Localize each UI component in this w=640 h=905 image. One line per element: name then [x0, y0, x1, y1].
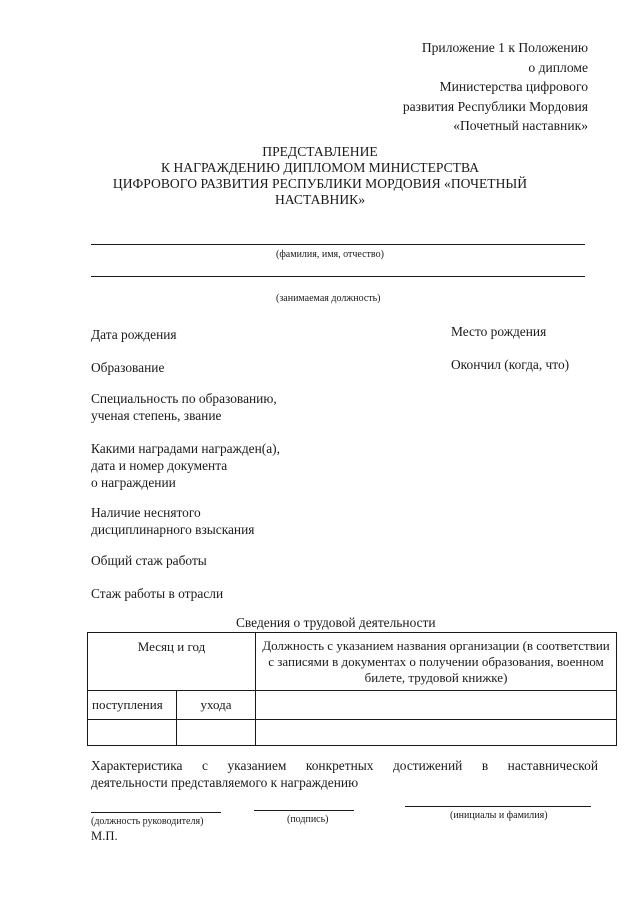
- discipline-line: Наличие неснятого: [91, 505, 201, 520]
- title-line: НАСТАВНИК»: [274, 192, 366, 207]
- work-table-cell[interactable]: [177, 720, 256, 746]
- awards-line: дата и номер документа: [91, 458, 228, 473]
- appendix-line: Приложение 1 к Положению: [421, 40, 588, 55]
- fio-field-line[interactable]: [91, 244, 585, 245]
- appendix-line: Министерства цифрового: [439, 79, 588, 95]
- initials-line[interactable]: [405, 806, 591, 807]
- appendix-note: [403, 38, 588, 136]
- industry-experience-label: Стаж работы в отрасли: [91, 586, 224, 601]
- document-title: [60, 144, 580, 208]
- month-year-header: Месяц и год: [88, 633, 256, 691]
- work-table-cell[interactable]: [256, 691, 617, 720]
- characteristic-line: Характеристика с указанием конкретных достижений в наставнической: [91, 758, 598, 773]
- awards-line: о награждении: [91, 475, 176, 490]
- work-table-cell[interactable]: [256, 720, 617, 746]
- initials-caption: (инициалы и фамилия): [450, 810, 548, 821]
- entry-header: поступления: [88, 691, 177, 720]
- leave-header: ухода: [177, 691, 256, 720]
- title-line: ЦИФРОВОГО РАЗВИТИЯ РЕСПУБЛИКИ МОРДОВИЯ «ПОЧЕТНЫЙ: [112, 176, 528, 191]
- work-table-cell[interactable]: [88, 720, 177, 746]
- work-table-title: Сведения о трудовой деятельности: [236, 615, 436, 630]
- specialty-label: [91, 390, 277, 424]
- characteristic-line: деятельности представляемого к награждению: [91, 775, 359, 790]
- signature-line[interactable]: [254, 810, 354, 811]
- title-line: К НАГРАЖДЕНИЮ ДИПЛОМОМ МИНИСТЕРСТВА: [160, 160, 480, 175]
- head-position-line[interactable]: [91, 812, 221, 813]
- head-position-caption: (должность руководителя): [91, 816, 204, 827]
- discipline-line: дисциплинарного взыскания: [91, 522, 255, 537]
- specialty-line: Специальность по образованию,: [91, 391, 277, 406]
- education-label: Образование: [91, 360, 165, 375]
- signature-caption: (подпись): [287, 814, 329, 825]
- work-history-table: [87, 632, 617, 746]
- position-caption: (занимаемая должность): [276, 293, 381, 304]
- characteristic-text: [91, 757, 598, 791]
- total-experience-label: Общий стаж работы: [91, 553, 207, 568]
- birth-place-label: Место рождения: [451, 324, 547, 339]
- birth-date-label: Дата рождения: [91, 327, 177, 342]
- title-line: ПРЕДСТАВЛЕНИЕ: [262, 144, 378, 159]
- appendix-line: о дипломе: [528, 59, 588, 75]
- stamp-label: М.П.: [91, 829, 118, 843]
- awards-line: Какими наградами награжден(а),: [91, 441, 280, 456]
- appendix-line: «Почетный наставник»: [453, 118, 588, 134]
- position-header: Должность с указанием названия организации (в соответствии с записями в документах о получении образования, военном билете, трудовой книжке): [256, 633, 617, 691]
- discipline-label: [91, 504, 254, 538]
- appendix-line: развития Республики Мордовия: [402, 98, 588, 114]
- graduated-label: Окончил (когда, что): [451, 357, 570, 372]
- fio-caption: (фамилия, имя, отчество): [276, 249, 384, 260]
- awards-label: [91, 440, 280, 491]
- position-field-line[interactable]: [91, 276, 585, 277]
- specialty-line: ученая степень, звание: [91, 408, 222, 423]
